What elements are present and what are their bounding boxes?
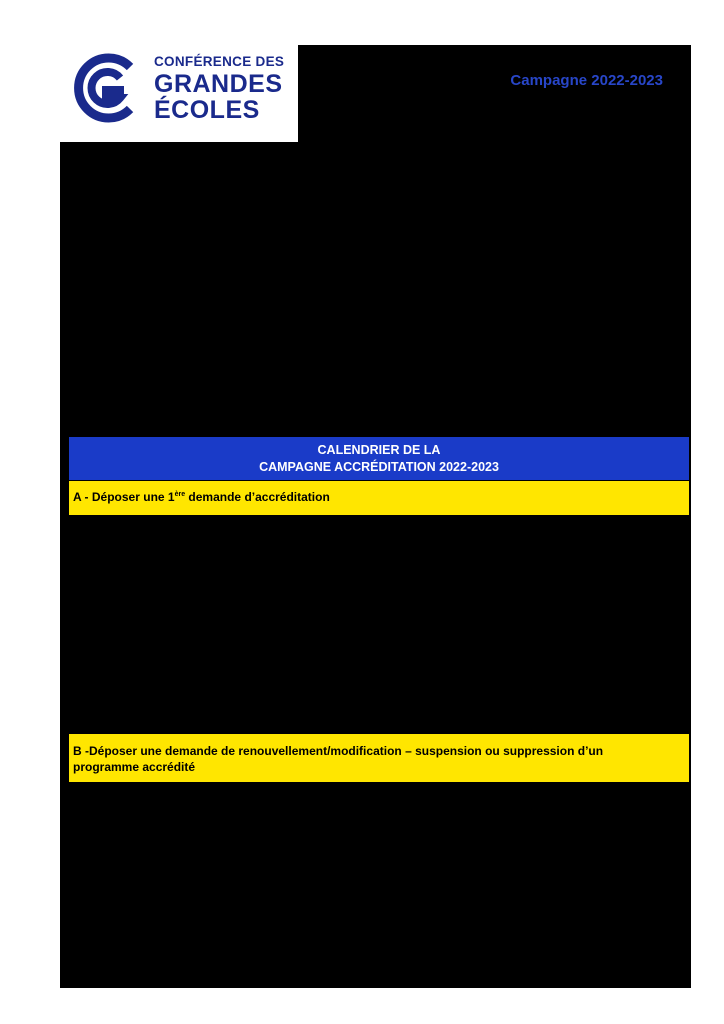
calendar-title-line-1: CALENDRIER DE LA bbox=[317, 443, 441, 458]
section-a-superscript: ère bbox=[174, 491, 186, 498]
calendar-title-line-2: CAMPAGNE ACCRÉDITATION 2022-2023 bbox=[259, 459, 499, 474]
logo-line-2: GRANDES bbox=[154, 69, 283, 98]
section-b-heading bbox=[69, 734, 689, 782]
campaign-label: Campagne 2022-2023 bbox=[510, 72, 663, 89]
cge-logo-text bbox=[154, 55, 284, 123]
section-b-line-1: B -Déposer une demande de renouvellement/modification – suspension ou suppression d’un bbox=[73, 744, 604, 758]
section-a-heading bbox=[69, 481, 689, 515]
logo-line-1: CONFÉRENCE DES bbox=[154, 54, 285, 69]
section-a-suffix: demande d’accréditation bbox=[185, 490, 330, 504]
logo-line-3: ÉCOLES bbox=[154, 95, 260, 124]
section-a-prefix: A - Déposer une 1 bbox=[73, 490, 175, 504]
cge-logo bbox=[60, 45, 298, 142]
calendar-header bbox=[69, 437, 689, 480]
cge-logo-mark-icon bbox=[68, 51, 142, 125]
document-content-block bbox=[60, 45, 691, 988]
section-b-line-2: programme accrédité bbox=[73, 760, 196, 775]
